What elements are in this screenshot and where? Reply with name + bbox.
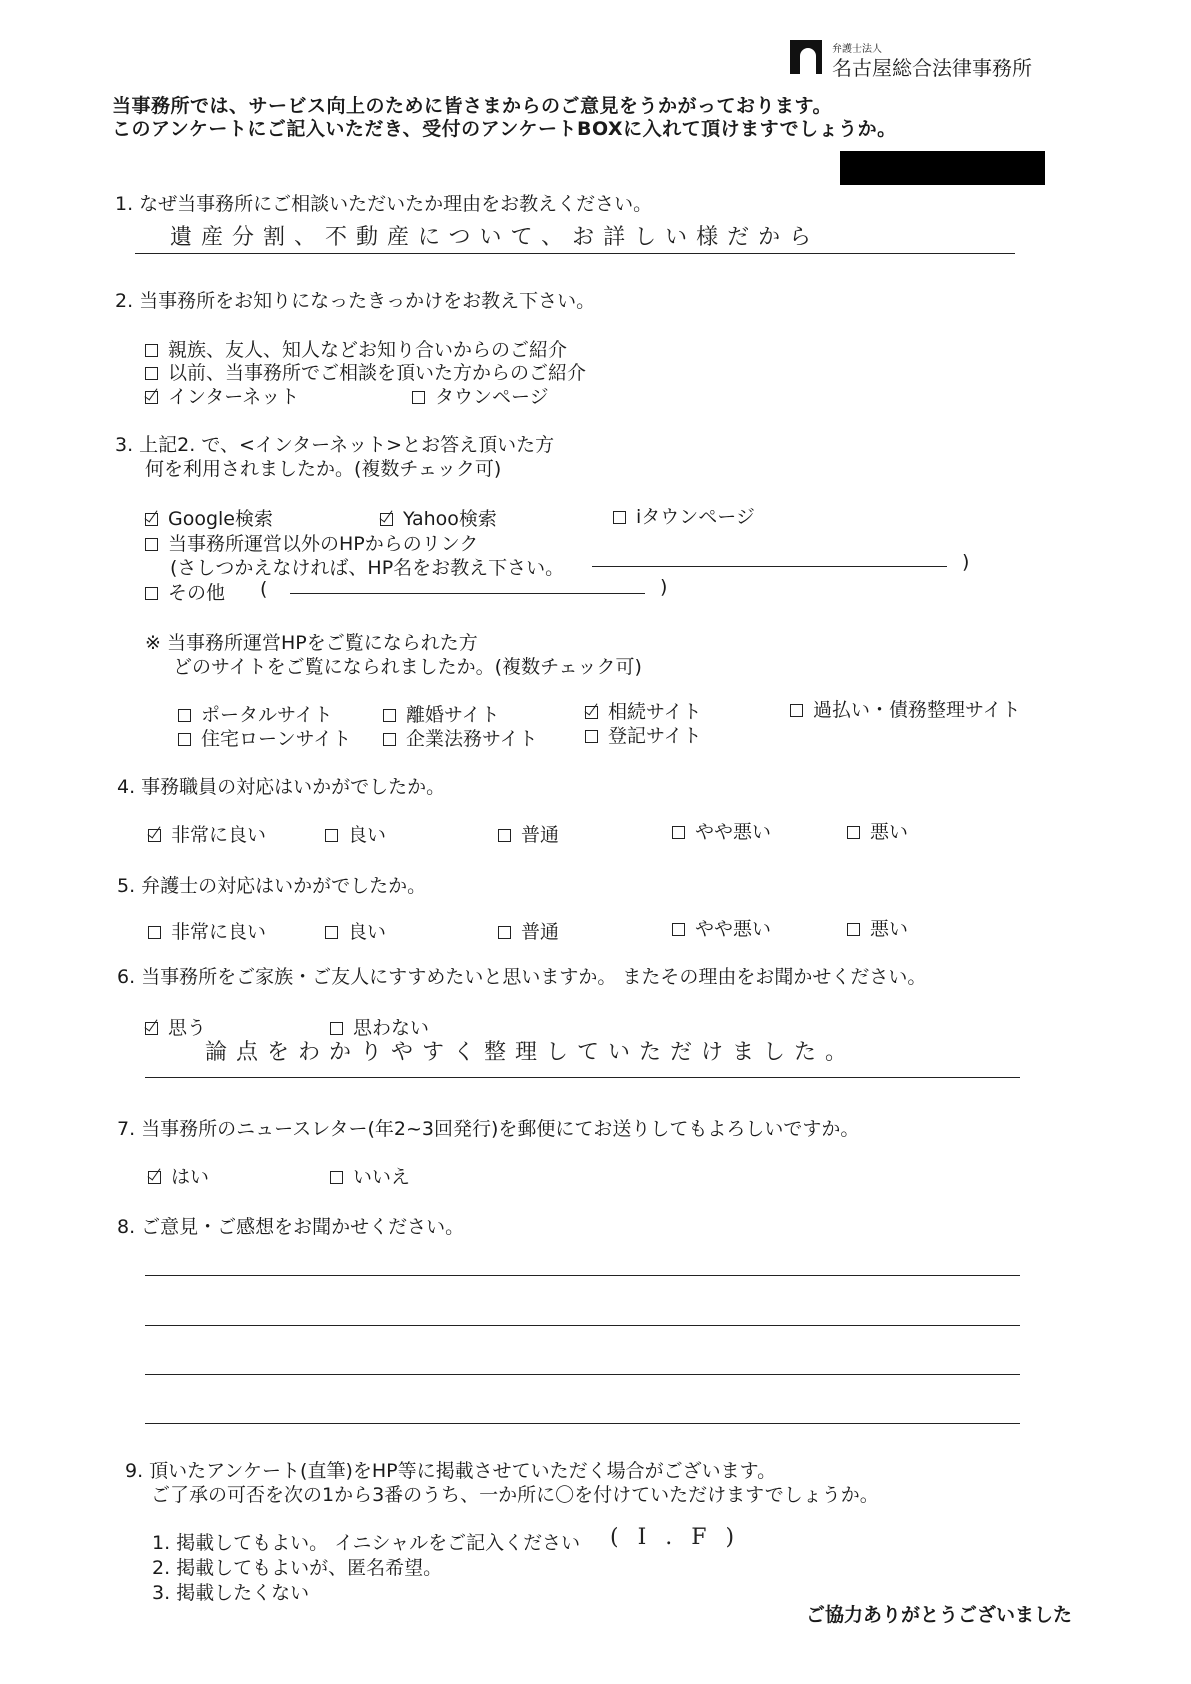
org-subtitle: 弁護士法人 <box>832 44 882 55</box>
q3-other-line[interactable] <box>290 593 645 594</box>
q2-option-acquaintance[interactable]: 親族、友人、知人などお知り合いからのご紹介 <box>145 335 567 362</box>
q8-answer-line-4[interactable] <box>145 1423 1020 1424</box>
q1-question: 1. なぜ当事務所にご相談いただいたか理由をお教えください。 <box>115 193 653 215</box>
checkbox-icon[interactable] <box>325 926 338 939</box>
q3-site-registration[interactable]: 登記サイト <box>585 721 702 748</box>
checkbox-icon[interactable] <box>498 926 511 939</box>
q3-other-paren-open: ( <box>260 578 268 600</box>
checkbox-icon[interactable] <box>672 923 685 936</box>
checkbox-icon[interactable] <box>145 587 158 600</box>
q3-other-paren-close: ) <box>660 576 668 598</box>
q4-option-good[interactable]: 良い <box>325 820 386 847</box>
org-name: 名古屋総合法律事務所 <box>832 56 1032 80</box>
q3-site-housing-loan[interactable]: 住宅ローンサイト <box>178 724 351 751</box>
q5-question: 5. 弁護士の対応はいかがでしたか。 <box>117 875 427 897</box>
checkbox-icon[interactable] <box>383 733 396 746</box>
checkbox-icon[interactable] <box>585 730 598 743</box>
q2-question: 2. 当事務所をお知りになったきっかけをお教え下さい。 <box>115 290 596 312</box>
checkbox-icon[interactable] <box>178 733 191 746</box>
checkbox-icon[interactable] <box>613 511 626 524</box>
checkbox-icon[interactable] <box>847 923 860 936</box>
q3-option-other[interactable]: その他 <box>145 578 225 605</box>
checkbox-icon[interactable] <box>145 538 158 551</box>
checked-checkbox-icon[interactable] <box>145 391 158 404</box>
q6-option-yes[interactable]: 思う <box>145 1013 206 1040</box>
checked-checkbox-icon[interactable] <box>145 1022 158 1035</box>
checked-checkbox-icon[interactable] <box>145 513 158 526</box>
checkbox-icon[interactable] <box>847 826 860 839</box>
checkbox-icon[interactable] <box>790 704 803 717</box>
q1-answer-line <box>135 253 1015 254</box>
checked-checkbox-icon[interactable] <box>148 829 161 842</box>
q9-question-line-2: ご了承の可否を次の1から3番のうち、一か所に〇を付けていただけますでしょうか。 <box>151 1484 879 1506</box>
q4-option-very-good[interactable]: 非常に良い <box>148 820 266 847</box>
q5-option-normal[interactable]: 普通 <box>498 917 559 944</box>
q2-option-internet[interactable]: インターネット <box>145 382 299 409</box>
q3-option-itownpage[interactable]: iタウンページ <box>613 502 755 529</box>
q4-question: 4. 事務職員の対応はいかがでしたか。 <box>117 776 446 798</box>
q9-choice-2[interactable]: 2. 掲載してもよいが、匿名希望。 <box>152 1557 443 1579</box>
q2-option-referral[interactable]: 以前、当事務所でご相談を頂いた方からのご紹介 <box>145 358 586 385</box>
q3-site-divorce[interactable]: 離婚サイト <box>383 700 500 727</box>
q4-option-bad[interactable]: 悪い <box>847 817 908 844</box>
q5-option-somewhat-bad[interactable]: やや悪い <box>672 914 771 941</box>
q3-link-note: (さしつかえなければ、HP名をお教え下さい。 <box>170 557 565 579</box>
q9-choice-1[interactable]: 1. 掲載してもよい。 イニシャルをご記入ください <box>152 1532 581 1554</box>
checkbox-icon[interactable] <box>672 826 685 839</box>
q7-option-no[interactable]: いいえ <box>330 1162 410 1189</box>
q5-option-bad[interactable]: 悪い <box>847 914 908 941</box>
checkbox-icon[interactable] <box>498 829 511 842</box>
q1-handwritten-answer: 遺産分割、不動産について、お詳しい様だから <box>170 225 821 250</box>
q5-option-very-good[interactable]: 非常に良い <box>148 917 266 944</box>
q5-option-good[interactable]: 良い <box>325 917 386 944</box>
intro-line-2: このアンケートにご記入いただき、受付のアンケートBOXに入れて頂けますでしょうか。 <box>112 118 897 140</box>
q9-choice-3[interactable]: 3. 掲載したくない <box>152 1582 310 1604</box>
q7-option-yes[interactable]: はい <box>148 1162 209 1189</box>
q7-question: 7. 当事務所のニュースレター(年2~3回発行)を郵便にてお送りしてもよろしいですか。 <box>117 1118 860 1140</box>
q3-hp-name-line[interactable] <box>592 566 947 567</box>
checkbox-icon[interactable] <box>178 709 191 722</box>
checked-checkbox-icon[interactable] <box>585 706 598 719</box>
checkbox-icon[interactable] <box>330 1171 343 1184</box>
checkbox-icon[interactable] <box>145 344 158 357</box>
q3-site-portal[interactable]: ポータルサイト <box>178 700 333 727</box>
q8-answer-line-2[interactable] <box>145 1325 1020 1326</box>
q3-site-corporate[interactable]: 企業法務サイト <box>383 724 538 751</box>
q4-option-normal[interactable]: 普通 <box>498 820 559 847</box>
q3-site-debt[interactable]: 過払い・債務整理サイト <box>790 695 1021 722</box>
checkbox-icon[interactable] <box>148 926 161 939</box>
q8-answer-line-1[interactable] <box>145 1275 1020 1276</box>
intro-line-1: 当事務所では、サービス向上のために皆さまからのご意見をうかがっております。 <box>112 95 832 117</box>
q3-question-line-2: 何を利用されましたか。(複数チェック可) <box>145 458 502 480</box>
law-firm-logo-icon <box>790 40 822 74</box>
q3-question-line-1: 3. 上記2. で、<インターネット>とお答え頂いた方 <box>115 434 555 456</box>
q2-option-townpage[interactable]: タウンページ <box>412 382 549 409</box>
q4-option-somewhat-bad[interactable]: やや悪い <box>672 817 771 844</box>
q6-handwritten-answer: 論点をわかりやすく整理していただけました。 <box>205 1040 857 1065</box>
q6-question: 6. 当事務所をご家族・ご友人にすすめたいと思いますか。 またその理由をお聞かせください。 <box>117 966 927 988</box>
q8-question: 8. ご意見・ご感想をお聞かせください。 <box>117 1216 465 1238</box>
thanks-message: ご協力ありがとうございました <box>806 1604 1073 1626</box>
checked-checkbox-icon[interactable] <box>380 513 393 526</box>
checkbox-icon[interactable] <box>412 391 425 404</box>
q3-note-line-2: どのサイトをご覧になられましたか。(複数チェック可) <box>173 656 642 678</box>
q3-option-external-link[interactable]: 当事務所運営以外のHPからのリンク <box>145 529 478 556</box>
q6-option-no[interactable]: 思わない <box>330 1013 429 1040</box>
redaction-block <box>840 151 1045 185</box>
q3-note-line-1: ※ 当事務所運営HPをご覧になられた方 <box>145 632 478 654</box>
checkbox-icon[interactable] <box>325 829 338 842</box>
q6-answer-line <box>145 1077 1020 1078</box>
q3-link-paren-close: ) <box>962 551 970 573</box>
q3-option-google[interactable]: Google検索 <box>145 504 273 531</box>
q9-question-line-1: 9. 頂いたアンケート(直筆)をHP等に掲載させていただく場合がございます。 <box>125 1460 777 1482</box>
q9-initials: ( I . F ) <box>610 1525 741 1550</box>
q3-option-yahoo[interactable]: Yahoo検索 <box>380 504 497 531</box>
checkbox-icon[interactable] <box>145 367 158 380</box>
q3-site-inheritance[interactable]: 相続サイト <box>585 697 702 724</box>
checked-checkbox-icon[interactable] <box>148 1171 161 1184</box>
q8-answer-line-3[interactable] <box>145 1374 1020 1375</box>
checkbox-icon[interactable] <box>383 709 396 722</box>
checkbox-icon[interactable] <box>330 1022 343 1035</box>
